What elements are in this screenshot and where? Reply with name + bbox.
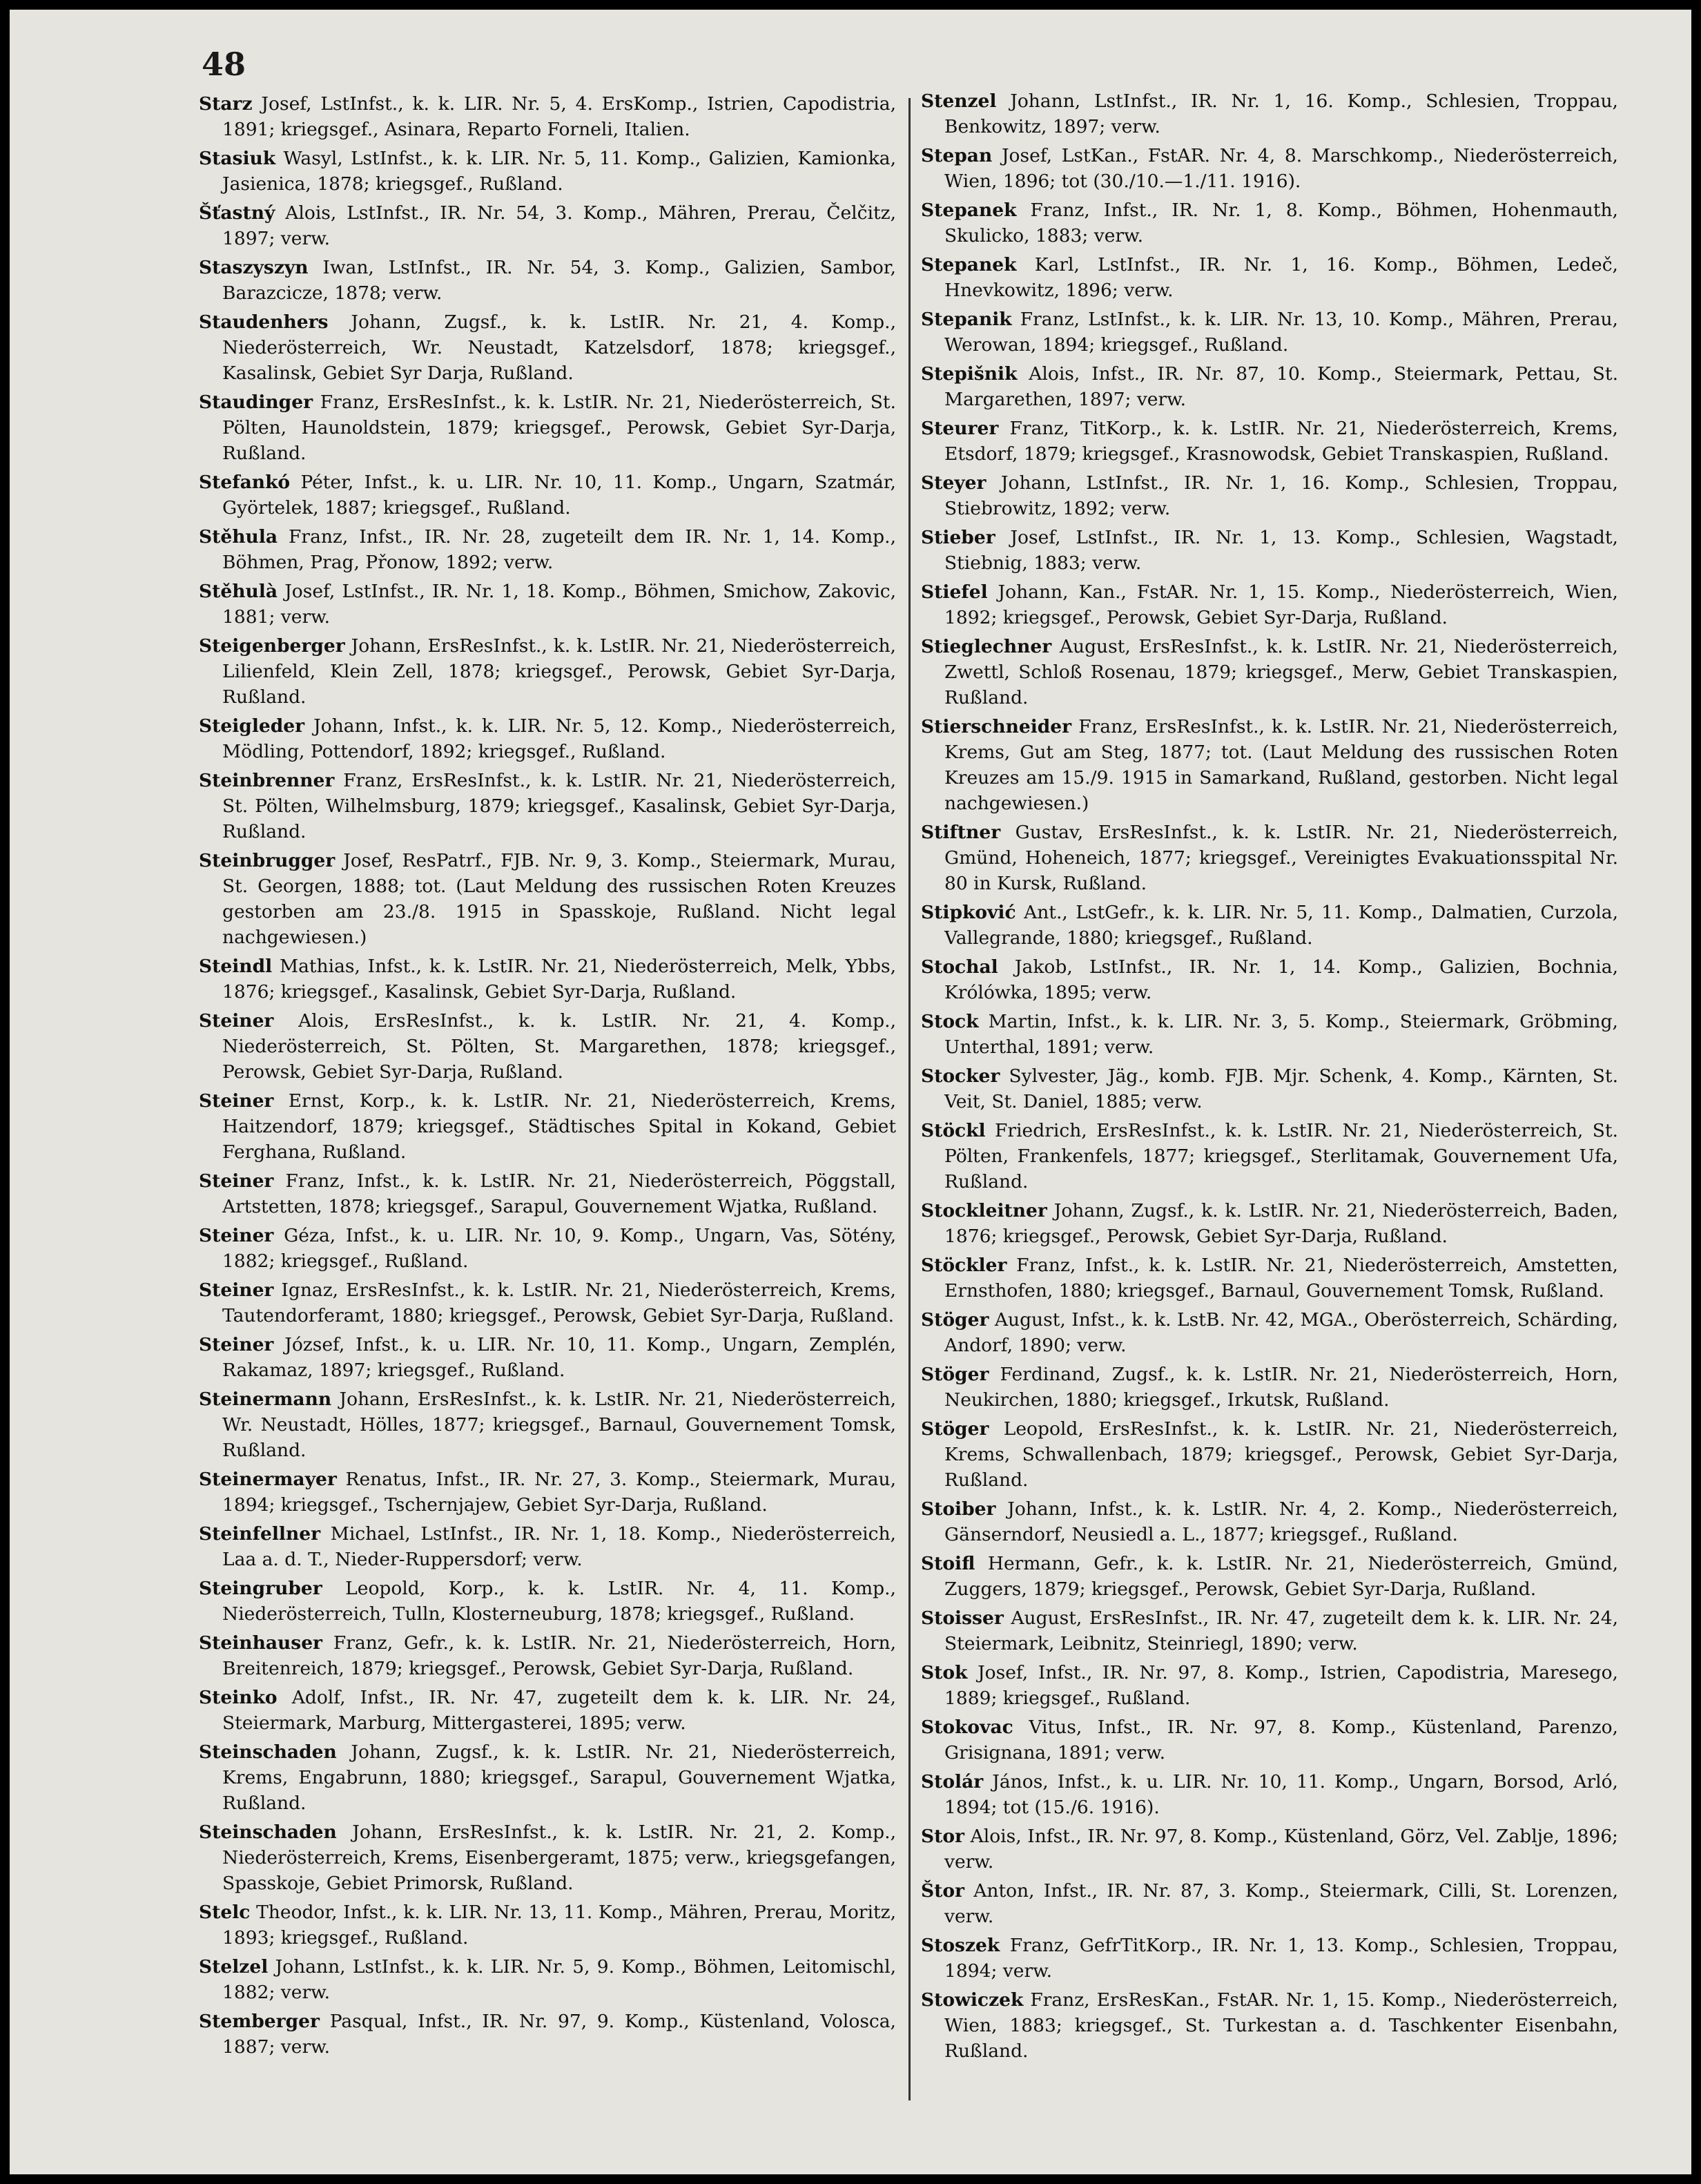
entry-surname: Stenzel <box>921 90 997 112</box>
entry-details: Péter, Infst., k. u. LIR. Nr. 10, 11. Komp., Ungarn, Szatmár, Györtelek, 1887; kriegsgef., Rußland. <box>222 472 896 519</box>
entry-surname: Steindl <box>199 956 273 977</box>
list-entry <box>199 1277 896 1328</box>
entry-details: Renatus, Infst., IR. Nr. 27, 3. Komp., Steiermark, Murau, 1894; kriegsgef., Tschernjajew, Gebiet Syr-Darja, Rußland. <box>222 1469 896 1516</box>
entry-details: Franz, ErsResKan., FstAR. Nr. 1, 15. Komp., Niederösterreich, Wien, 1883; kriegsgef., St. Turkestan a. d. Taschkenter Eisenbahn, Rußland. <box>944 1989 1618 2062</box>
entry-surname: Stierschneider <box>921 716 1072 737</box>
list-entry <box>921 714 1618 816</box>
entry-details: Johann, Infst., k. k. LIR. Nr. 5, 12. Komp., Niederösterreich, Mödling, Pottendorf, 1892; kriegsgef., Rußland. <box>222 715 896 762</box>
page-number: 48 <box>202 46 246 83</box>
entry-surname: Stipković <box>921 902 1016 923</box>
entry-surname: Steiner <box>199 1170 274 1192</box>
list-entry <box>199 1467 896 1518</box>
entry-details: Adolf, Infst., IR. Nr. 47, zugeteilt dem k. k. LIR. Nr. 24, Steiermark, Marburg, Mittergasterei, 1895; verw. <box>222 1687 896 1734</box>
entry-surname: Stock <box>921 1011 979 1032</box>
entry-surname: Stelzel <box>199 1956 269 1978</box>
entry-details: Alois, Infst., IR. Nr. 87, 10. Komp., Steiermark, Pettau, St. Margarethen, 1897; verw. <box>944 363 1618 410</box>
list-entry <box>199 713 896 764</box>
list-entry <box>921 1009 1618 1060</box>
entry-surname: Stepan <box>921 145 993 166</box>
entry-surname: Steiner <box>199 1225 274 1246</box>
entry-surname: Steinko <box>199 1687 278 1708</box>
list-entry <box>921 1198 1618 1249</box>
entry-details: Franz, GefrTitKorp., IR. Nr. 1, 13. Komp., Schlesien, Troppau, 1894; verw. <box>944 1935 1618 1982</box>
list-entry <box>199 2009 896 2060</box>
entry-surname: Stochal <box>921 956 998 978</box>
entry-surname: Steigenberger <box>199 635 345 657</box>
entry-surname: Stasiuk <box>199 148 276 169</box>
entry-details: Alois, ErsResInfst., k. k. LstIR. Nr. 21, 4. Komp., Niederösterreich, St. Pölten, St. Margarethen, 1878; kriegsgef., Perowsk, Gebiet Syr-Darja, Rußland. <box>222 1010 896 1083</box>
list-entry <box>199 954 896 1005</box>
entry-surname: Stoisser <box>921 1607 1004 1629</box>
entry-details: Josef, LstInfst., k. k. LIR. Nr. 5, 4. ErsKomp., Istrien, Capodistria, 1891; kriegsgef., Asinara, Reparto Forneli, Italien. <box>222 93 896 140</box>
entry-surname: Šťastný <box>199 202 275 224</box>
list-entry <box>921 361 1618 412</box>
list-entry <box>921 1660 1618 1711</box>
list-entry <box>199 1630 896 1681</box>
entry-surname: Stöger <box>921 1418 989 1440</box>
entry-surname: Staszyszyn <box>199 257 309 278</box>
entry-surname: Stemberger <box>199 2011 320 2032</box>
entry-details: Mathias, Infst., k. k. LstIR. Nr. 21, Niederösterreich, Melk, Ybbs, 1876; kriegsgef., Kasalinsk, Gebiet Syr-Darja, Rußland. <box>222 956 896 1003</box>
entry-surname: Stocker <box>921 1065 1000 1087</box>
entry-details: Theodor, Infst., k. k. LIR. Nr. 13, 11. Komp., Mähren, Prerau, Moritz, 1893; kriegsgef., Rußland. <box>222 1902 896 1949</box>
list-entry <box>199 633 896 710</box>
entry-surname: Staudenhers <box>199 311 329 333</box>
list-entry <box>199 91 896 142</box>
list-entry <box>199 1739 896 1816</box>
entry-surname: Stowiczek <box>921 1989 1024 2011</box>
entry-details: Johann, ErsResInfst., k. k. LstIR. Nr. 21, Niederösterreich, Wr. Neustadt, Hölles, 1877; kriegsgef., Barnaul, Gouvernement Tomsk, Rußland. <box>222 1389 896 1461</box>
entry-details: Anton, Infst., IR. Nr. 87, 3. Komp., Steiermark, Cilli, St. Lorenzen, verw. <box>944 1880 1618 1927</box>
entry-details: Johann, Infst., k. k. LstIR. Nr. 4, 2. Komp., Niederösterreich, Gänserndorf, Neusiedl a. L., 1877; kriegsgef., Rußland. <box>944 1498 1618 1545</box>
entry-surname: Stockleitner <box>921 1200 1047 1221</box>
right-column <box>921 88 1618 2067</box>
entry-details: August, Infst., k. k. LstB. Nr. 42, MGA., Oberösterreich, Schärding, Andorf, 1890; verw. <box>944 1309 1618 1356</box>
entry-details: Hermann, Gefr., k. k. LstIR. Nr. 21, Niederösterreich, Gmünd, Zuggers, 1879; kriegsgef., Perowsk, Gebiet Syr-Darja, Rußland. <box>944 1553 1618 1600</box>
entry-details: Franz, Gefr., k. k. LstIR. Nr. 21, Niederösterreich, Horn, Breitenreich, 1879; kriegsgef., Perowsk, Gebiet Syr-Darja, Rußland. <box>222 1632 896 1679</box>
entry-surname: Stolár <box>921 1771 984 1792</box>
entry-details: Alois, Infst., IR. Nr. 97, 8. Komp., Küstenland, Görz, Vel. Zablje, 1896; verw. <box>944 1826 1618 1873</box>
entry-details: Michael, LstInfst., IR. Nr. 1, 18. Komp., Niederösterreich, Laa a. d. T., Nieder-Ruppersdorf; verw. <box>222 1523 896 1570</box>
entry-surname: Stiefel <box>921 581 988 603</box>
entry-details: Ferdinand, Zugsf., k. k. LstIR. Nr. 21, Niederösterreich, Horn, Neukirchen, 1880; kriegsgef., Irkutsk, Rußland. <box>944 1364 1618 1411</box>
list-entry <box>921 307 1618 358</box>
list-entry <box>921 470 1618 521</box>
entry-surname: Stor <box>921 1826 965 1847</box>
list-entry <box>199 146 896 197</box>
entry-details: Johann, LstInfst., k. k. LIR. Nr. 5, 9. Komp., Böhmen, Leitomischl, 1882; verw. <box>222 1956 896 2003</box>
list-entry <box>199 1685 896 1736</box>
list-entry <box>199 524 896 575</box>
list-entry <box>921 1063 1618 1114</box>
entry-details: Sylvester, Jäg., komb. FJB. Mjr. Schenk, 4. Komp., Kärnten, St. Veit, St. Daniel, 1885; verw. <box>944 1065 1618 1112</box>
entry-details: Johann, Kan., FstAR. Nr. 1, 15. Komp., Niederösterreich, Wien, 1892; kriegsgef., Perowsk, Gebiet Syr-Darja, Rußland. <box>944 581 1618 628</box>
list-entry <box>199 1223 896 1274</box>
entry-surname: Steigleder <box>199 715 305 737</box>
entry-surname: Stepišnik <box>921 363 1018 385</box>
entry-details: Franz, Infst., k. k. LstIR. Nr. 21, Niederösterreich, Pöggstall, Artstetten, 1878; kriegsgef., Sarapul, Gouvernement Wjatka, Rußland. <box>222 1170 896 1217</box>
list-entry <box>199 1386 896 1463</box>
list-entry <box>199 1521 896 1572</box>
entry-surname: Stieber <box>921 527 995 548</box>
list-entry <box>199 1008 896 1085</box>
list-entry <box>921 1362 1618 1413</box>
list-entry <box>921 1253 1618 1304</box>
entry-details: Friedrich, ErsResInfst., k. k. LstIR. Nr. 21, Niederösterreich, St. Pölten, Frankenfels, 1877; kriegsgef., Sterlitamak, Gouvernement Ufa, Rußland. <box>944 1120 1618 1192</box>
entry-details: János, Infst., k. u. LIR. Nr. 10, 11. Komp., Ungarn, Borsod, Arló, 1894; tot (15./6. 1916). <box>944 1771 1618 1818</box>
entry-surname: Stoiber <box>921 1498 996 1520</box>
entry-details: Pasqual, Infst., IR. Nr. 97, 9. Komp., Küstenland, Volosca, 1887; verw. <box>222 2011 896 2058</box>
list-entry <box>921 88 1618 139</box>
list-entry <box>921 579 1618 630</box>
entry-details: Franz, ErsResInfst., k. k. LstIR. Nr. 21, Niederösterreich, St. Pölten, Haunoldstein, 1879; kriegsgef., Perowsk, Gebiet Syr-Darja, Rußland. <box>222 392 896 464</box>
entry-surname: Steinbrenner <box>199 770 335 791</box>
list-entry <box>921 197 1618 249</box>
entry-surname: Steiner <box>199 1090 274 1112</box>
entry-surname: Steinermann <box>199 1389 332 1410</box>
entry-details: Ignaz, ErsResInfst., k. k. LstIR. Nr. 21, Niederösterreich, Krems, Tautendorferamt, 1880; kriegsgef., Perowsk, Gebiet Syr-Darja, Rußland. <box>222 1279 896 1326</box>
entry-surname: Stěhula <box>199 526 278 548</box>
entry-surname: Stěhulà <box>199 581 278 602</box>
entry-details: Vitus, Infst., IR. Nr. 97, 8. Komp., Küstenland, Parenzo, Grisignana, 1891; verw. <box>944 1717 1618 1763</box>
entry-details: Franz, Infst., IR. Nr. 1, 8. Komp., Böhmen, Hohenmauth, Skulicko, 1883; verw. <box>944 200 1618 247</box>
list-entry <box>199 1576 896 1627</box>
entry-surname: Steinfellner <box>199 1523 321 1545</box>
entry-details: Franz, LstInfst., k. k. LIR. Nr. 13, 10. Komp., Mähren, Prerau, Werowan, 1894; kriegsgef., Rußland. <box>944 309 1618 356</box>
list-entry <box>921 634 1618 711</box>
entry-surname: Stelc <box>199 1902 251 1923</box>
list-entry <box>921 1878 1618 1929</box>
entry-surname: Steinschaden <box>199 1741 337 1763</box>
list-entry <box>199 848 896 950</box>
list-entry <box>921 954 1618 1005</box>
entry-details: Martin, Infst., k. k. LIR. Nr. 3, 5. Komp., Steiermark, Gröbming, Unterthal, 1891; verw. <box>944 1011 1618 1058</box>
list-entry <box>199 768 896 844</box>
list-entry <box>199 1088 896 1165</box>
entry-surname: Stiftner <box>921 822 1001 843</box>
list-entry <box>199 1168 896 1219</box>
entry-surname: Stepanek <box>921 254 1017 276</box>
entry-surname: Stokovac <box>921 1717 1013 1738</box>
entry-details: Johann, LstInfst., IR. Nr. 1, 16. Komp., Schlesien, Troppau, Stiebrowitz, 1892; verw. <box>944 472 1618 519</box>
entry-surname: Steiner <box>199 1334 274 1355</box>
document-page <box>10 10 1691 2174</box>
entry-details: Leopold, ErsResInfst., k. k. LstIR. Nr. 21, Niederösterreich, Krems, Schwallenbach, 1879; kriegsgef., Perowsk, Gebiet Syr-Darja, Rußland. <box>944 1418 1618 1491</box>
entry-details: Josef, LstKan., FstAR. Nr. 4, 8. Marschkomp., Niederösterreich, Wien, 1896; tot (30./10.—1./11. 1916). <box>944 145 1618 192</box>
entry-details: Franz, TitKorp., k. k. LstIR. Nr. 21, Niederösterreich, Krems, Etsdorf, 1879; kriegsgef., Krasnowodsk, Gebiet Transkaspien, Rußland. <box>944 418 1618 465</box>
entry-details: Iwan, LstInfst., IR. Nr. 54, 3. Komp., Galizien, Sambor, Barazcicze, 1878; verw. <box>222 257 896 304</box>
entry-details: Géza, Infst., k. u. LIR. Nr. 10, 9. Komp., Ungarn, Vas, Sötény, 1882; kriegsgef., Rußland. <box>222 1225 896 1272</box>
list-entry <box>921 1496 1618 1547</box>
entry-details: Johann, ErsResInfst., k. k. LstIR. Nr. 21, 2. Komp., Niederösterreich, Krems, Eisenbergeramt, 1875; verw., kriegsgefangen, Spasskoje, Gebiet Primorsk, Rußland. <box>222 1821 896 1894</box>
entry-surname: Staudinger <box>199 392 313 413</box>
list-entry <box>199 1900 896 1951</box>
list-entry <box>921 1714 1618 1766</box>
entry-surname: Stepanik <box>921 309 1012 330</box>
entry-surname: Stoszek <box>921 1935 1000 1956</box>
list-entry <box>199 579 896 630</box>
entry-details: Karl, LstInfst., IR. Nr. 1, 16. Komp., Böhmen, Ledeč, Hnevkowitz, 1896; verw. <box>944 254 1618 301</box>
entry-details: Franz, ErsResInfst., k. k. LstIR. Nr. 21, Niederösterreich, St. Pölten, Wilhelmsburg, 1879; kriegsgef., Kasalinsk, Gebiet Syr-Darja, Rußland. <box>222 770 896 842</box>
entry-details: József, Infst., k. u. LIR. Nr. 10, 11. Komp., Ungarn, Zemplén, Rakamaz, 1897; kriegsgef., Rußland. <box>222 1334 896 1381</box>
entry-surname: Stöger <box>921 1364 989 1385</box>
entry-details: Alois, LstInfst., IR. Nr. 54, 3. Komp., Mähren, Prerau, Čelčitz, 1897; verw. <box>222 202 896 249</box>
list-entry <box>921 416 1618 467</box>
entry-surname: Steinschaden <box>199 1821 337 1843</box>
list-entry <box>921 143 1618 194</box>
entry-surname: Steiner <box>199 1010 274 1032</box>
entry-details: Johann, Zugsf., k. k. LstIR. Nr. 21, Niederösterreich, Baden, 1876; kriegsgef., Perowsk, Gebiet Syr-Darja, Rußland. <box>944 1200 1618 1247</box>
entry-surname: Stefankó <box>199 472 291 493</box>
entry-surname: Stöckl <box>921 1120 986 1141</box>
entry-details: Josef, Infst., IR. Nr. 97, 8. Komp., Istrien, Capodistria, Maresego, 1889; kriegsgef., Rußland. <box>944 1662 1618 1709</box>
entry-surname: Stepanek <box>921 200 1017 221</box>
list-entry <box>199 1819 896 1896</box>
entry-details: Johann, LstInfst., IR. Nr. 1, 16. Komp., Schlesien, Troppau, Benkowitz, 1897; verw. <box>944 90 1618 137</box>
entry-details: Josef, LstInfst., IR. Nr. 1, 13. Komp., Schlesien, Wagstadt, Stiebnig, 1883; verw. <box>944 527 1618 574</box>
entry-surname: Steyer <box>921 472 986 494</box>
entry-details: Franz, Infst., IR. Nr. 28, zugeteilt dem IR. Nr. 1, 14. Komp., Böhmen, Prag, Přonow, 1892; verw. <box>222 526 896 573</box>
list-entry <box>199 1332 896 1383</box>
entry-surname: Stoifl <box>921 1553 975 1574</box>
list-entry <box>921 1307 1618 1358</box>
list-entry <box>199 389 896 466</box>
list-entry <box>921 525 1618 576</box>
entry-details: Josef, LstInfst., IR. Nr. 1, 18. Komp., Böhmen, Smichow, Zakovic, 1881; verw. <box>222 581 896 628</box>
list-entry <box>921 820 1618 896</box>
list-entry <box>921 1605 1618 1656</box>
left-column <box>199 91 896 2063</box>
list-entry <box>921 1987 1618 2064</box>
entry-details: Jakob, LstInfst., IR. Nr. 1, 14. Komp., Galizien, Bochnia, Królówka, 1895; verw. <box>944 956 1618 1003</box>
list-entry <box>199 309 896 386</box>
entry-surname: Steiner <box>199 1279 274 1301</box>
entry-surname: Steinhauser <box>199 1632 323 1654</box>
entry-details: Ernst, Korp., k. k. LstIR. Nr. 21, Niederösterreich, Krems, Haitzendorf, 1879; kriegsgef., Städtisches Spital in Kokand, Gebiet Ferghana, Rußland. <box>222 1090 896 1163</box>
entry-details: Franz, ErsResInfst., k. k. LstIR. Nr. 21, Niederösterreich, Krems, Gut am Steg, 1877; tot. (Laut Meldung des russischen Roten Kreuzes am 15./9. 1915 in Samarkand, Rußland, gestorben. Nicht legal nachgewiesen.) <box>944 716 1618 814</box>
list-entry <box>921 1769 1618 1820</box>
entry-surname: Steingruber <box>199 1578 322 1599</box>
entry-details: Johann, Zugsf., k. k. LstIR. Nr. 21, 4. Komp., Niederösterreich, Wr. Neustadt, Katzelsdorf, 1878; kriegsgef., Kasalinsk, Gebiet Syr Darja, Rußland. <box>222 311 896 384</box>
entry-details: Ant., LstGefr., k. k. LIR. Nr. 5, 11. Komp., Dalmatien, Curzola, Vallegrande, 1880; kriegsgef., Rußland. <box>944 902 1618 949</box>
entry-details: Franz, Infst., k. k. LstIR. Nr. 21, Niederösterreich, Amstetten, Ernsthofen, 1880; kriegsgef., Barnaul, Gouvernement Tomsk, Rußland. <box>944 1255 1618 1302</box>
entry-surname: Stieglechner <box>921 636 1052 657</box>
entry-surname: Steurer <box>921 418 999 439</box>
entry-surname: Stok <box>921 1662 968 1683</box>
column-divider <box>908 98 911 2100</box>
entry-details: August, ErsResInfst., k. k. LstIR. Nr. 21, Niederösterreich, Zwettl, Schloß Rosenau, 1879; kriegsgef., Merw, Gebiet Transkaspien, Rußland. <box>944 636 1618 708</box>
entry-surname: Steinermayer <box>199 1469 337 1490</box>
list-entry <box>921 1824 1618 1875</box>
list-entry <box>921 1551 1618 1602</box>
list-entry <box>199 255 896 306</box>
entry-surname: Stöger <box>921 1309 989 1331</box>
list-entry <box>921 1933 1618 1984</box>
entry-surname: Stöckler <box>921 1255 1007 1276</box>
entry-surname: Štor <box>921 1880 965 1902</box>
entry-details: Leopold, Korp., k. k. LstIR. Nr. 4, 11. Komp., Niederösterreich, Tulln, Klosterneuburg, 1878; kriegsgef., Rußland. <box>222 1578 896 1625</box>
entry-details: August, ErsResInfst., IR. Nr. 47, zugeteilt dem k. k. LIR. Nr. 24, Steiermark, Leibnitz, Steinriegl, 1890; verw. <box>944 1607 1618 1654</box>
list-entry <box>199 1954 896 2005</box>
list-entry <box>199 200 896 251</box>
list-entry <box>921 1118 1618 1195</box>
entry-details: Johann, ErsResInfst., k. k. LstIR. Nr. 21, Niederösterreich, Lilienfeld, Klein Zell, 1878; kriegsgef., Perowsk, Gebiet Syr-Darja, Rußland. <box>222 635 896 708</box>
entry-details: Wasyl, LstInfst., k. k. LIR. Nr. 5, 11. Komp., Galizien, Kamionka, Jasienica, 1878; kriegsgef., Rußland. <box>222 148 896 195</box>
list-entry <box>921 252 1618 303</box>
entry-surname: Starz <box>199 93 253 115</box>
entry-details: Josef, ResPatrf., FJB. Nr. 9, 3. Komp., Steiermark, Murau, St. Georgen, 1888; tot. (Laut Meldung des russischen Roten Kreuzes gestorben am 23./8. 1915 in Spasskoje, Rußland. Nicht legal nachgewiesen.) <box>222 850 896 948</box>
list-entry <box>921 900 1618 951</box>
entry-details: Gustav, ErsResInfst., k. k. LstIR. Nr. 21, Niederösterreich, Gmünd, Hoheneich, 1877; kriegsgef., Vereinigtes Evakuationsspital Nr. 80 in Kursk, Rußland. <box>944 822 1618 894</box>
list-entry <box>199 470 896 521</box>
entry-surname: Steinbrugger <box>199 850 336 871</box>
entry-details: Johann, Zugsf., k. k. LstIR. Nr. 21, Niederösterreich, Krems, Engabrunn, 1880; kriegsgef., Sarapul, Gouvernement Wjatka, Rußland. <box>222 1741 896 1814</box>
list-entry <box>921 1416 1618 1493</box>
